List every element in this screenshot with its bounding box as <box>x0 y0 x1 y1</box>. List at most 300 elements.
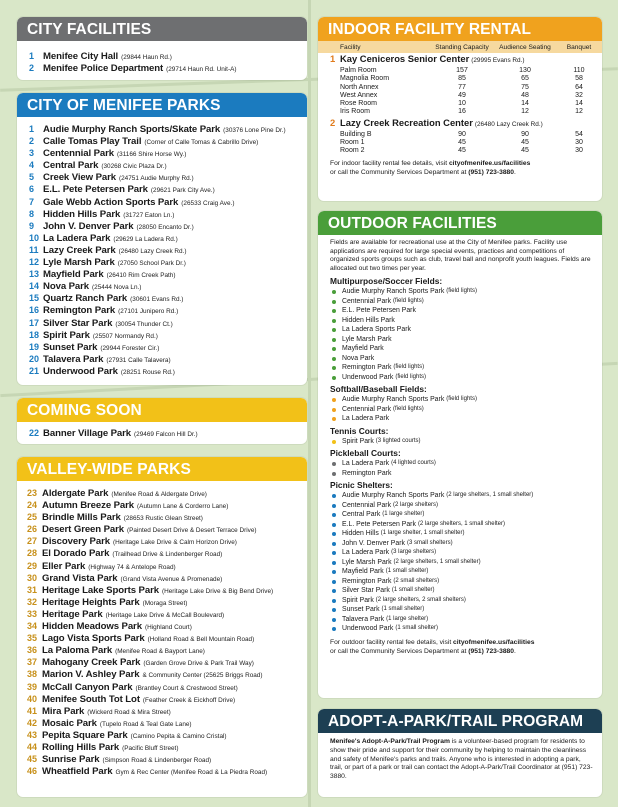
item-name: Nova Park <box>43 281 90 293</box>
facility-name: Spirit Park <box>342 596 374 604</box>
banquet-capacity: 110 <box>573 67 585 74</box>
facility-item <box>330 373 594 383</box>
list-item <box>27 608 297 620</box>
item-number: 36 <box>27 645 38 656</box>
facility-item <box>330 354 594 364</box>
audience-seating: 75 <box>521 83 529 91</box>
item-name: Sunset Park <box>43 341 98 353</box>
list-item <box>29 365 297 377</box>
facility-item <box>330 325 594 335</box>
center-cell <box>318 117 602 131</box>
facilities-link[interactable]: cityofmenifee.us/facilities <box>453 638 535 646</box>
coming-soon-title: COMING SOON <box>17 398 307 422</box>
section-title: Softball/Baseball Fields: <box>330 384 427 395</box>
item-name: Autumn Breeze Park <box>42 500 135 512</box>
outdoor-section <box>330 448 594 478</box>
item-number: 13 <box>29 269 40 280</box>
item-number: 26 <box>27 524 38 535</box>
list-item <box>29 123 297 135</box>
facility-note: (4 lighted courts) <box>391 460 436 467</box>
center-row <box>318 117 602 131</box>
bullet-icon <box>332 472 336 476</box>
item-name: Mosaic Park <box>42 717 97 729</box>
item-address: (30054 Thunder Ct.) <box>115 320 173 328</box>
indoor-rental-note <box>318 156 602 177</box>
list-item <box>27 499 297 511</box>
audience-seating: 130 <box>519 67 531 74</box>
facility-item <box>330 316 594 326</box>
item-number: 43 <box>27 729 38 740</box>
bullet-icon <box>332 440 336 444</box>
facility-item <box>330 414 594 424</box>
facility-name: Centennial Park <box>342 501 392 509</box>
facility-item <box>330 615 594 625</box>
outdoor-facilities-body <box>318 235 602 660</box>
item-address: (29621 Park City Ave.) <box>150 187 215 195</box>
item-address: (29629 La Ladera Rd.) <box>113 235 178 243</box>
list-item <box>27 741 297 753</box>
list-item <box>27 632 297 644</box>
list-item <box>29 427 297 439</box>
list-item <box>27 584 297 596</box>
bullet-icon <box>332 513 336 517</box>
facility-note: (2 large shelters, 1 small shelter) <box>417 520 505 527</box>
banquet-capacity: 32 <box>575 91 583 99</box>
outdoor-facilities-title: OUTDOOR FACILITIES <box>318 211 602 235</box>
list-item <box>27 596 297 608</box>
bullet-icon <box>332 570 336 574</box>
facility-note: (1 small shelter) <box>395 625 439 632</box>
standing-capacity: 90 <box>458 130 466 138</box>
item-name: Calle Tomas Play Trail <box>43 136 142 148</box>
item-name: Brindle Mills Park <box>42 512 121 524</box>
item-name: La Ladera Park <box>43 232 111 244</box>
list-item <box>27 487 297 499</box>
facility-note: (2 large shelters, 1 small shelter) <box>393 558 481 565</box>
item-name: El Dorado Park <box>42 548 110 560</box>
facility-name: Central Park <box>342 511 381 519</box>
facility-item <box>330 344 594 354</box>
item-number: 24 <box>27 500 38 511</box>
item-address: (Wickerd Road & Mira Street) <box>87 708 171 716</box>
item-name: Remington Park <box>43 305 116 317</box>
item-name: Spirit Park <box>43 329 90 341</box>
section-title: Pickleball Courts: <box>330 448 401 459</box>
item-address: (Heritage Lake Drive & McCall Boulevard) <box>105 611 225 619</box>
item-number: 32 <box>27 596 38 607</box>
standing-capacity: 10 <box>458 100 466 108</box>
item-address: (30376 Lone Pine Dr.) <box>223 127 286 134</box>
item-name: Wheatfield Park <box>42 766 113 778</box>
item-address: (31727 Eaton Ln.) <box>123 211 175 219</box>
adopt-a-park-panel <box>318 709 602 797</box>
banquet-capacity: 58 <box>575 75 583 83</box>
standing-capacity: 85 <box>458 75 466 83</box>
facility-name: Audie Murphy Ranch Sports Park <box>342 396 445 404</box>
note-text: For outdoor facility rental fee details, visit <box>330 638 454 646</box>
item-number: 10 <box>29 232 40 243</box>
outdoor-section <box>330 480 594 634</box>
facility-name: Centennial Park <box>342 405 392 413</box>
phone-link[interactable]: (951) 723-3880 <box>468 168 514 176</box>
bullet-icon <box>332 290 336 294</box>
facility-note: (2 large shelters) <box>393 501 439 508</box>
room-row <box>318 92 602 100</box>
city-facilities-title: CITY FACILITIES <box>17 17 307 41</box>
facility-name: Sunset Park <box>342 606 380 614</box>
item-number: 44 <box>27 741 38 752</box>
item-name: Gale Webb Action Sports Park <box>43 196 179 208</box>
adopt-a-park-title: ADOPT-A-PARK/TRAIL PROGRAM <box>318 709 602 733</box>
list-item <box>29 317 297 329</box>
item-address: (27931 Calle Talavera) <box>106 356 171 364</box>
facility-name: Underwood Park <box>342 625 394 633</box>
bullet-icon <box>332 627 336 631</box>
item-name: Underwood Park <box>43 365 118 377</box>
item-address: (28251 Rouse Rd.) <box>120 368 175 376</box>
facility-item <box>330 596 594 606</box>
item-address: (Grand Vista Avenue & Promenade) <box>120 575 223 583</box>
item-name: Eller Park <box>42 560 86 572</box>
facility-item <box>330 605 594 615</box>
list-item <box>29 196 297 208</box>
item-name: Menifee Police Department <box>43 63 164 75</box>
item-number: 21 <box>29 365 40 376</box>
item-name: Heritage Lake Sports Park <box>42 584 159 596</box>
item-name: Heritage Heights Park <box>42 596 140 608</box>
bullet-icon <box>332 300 336 304</box>
room-row <box>318 131 602 139</box>
list-item <box>29 341 297 353</box>
item-number: 7 <box>29 196 35 207</box>
item-number: 34 <box>27 621 38 632</box>
room-name: Iris Room <box>340 108 370 116</box>
banquet-capacity: 14 <box>575 100 583 108</box>
bullet-icon <box>332 608 336 612</box>
room-row <box>318 108 602 116</box>
outdoor-section <box>330 426 594 447</box>
item-number: 4 <box>29 160 35 171</box>
item-number: 30 <box>27 572 38 583</box>
bullet-icon <box>332 376 336 380</box>
item-address: (Camino Pepita & Camino Cristal) <box>130 732 227 740</box>
item-address: & Community Center (25625 Briggs Road) <box>142 672 263 680</box>
item-name: Discovery Park <box>42 536 110 548</box>
item-address: (Menifee Road & Bayport Lane) <box>115 648 205 656</box>
bullet-icon <box>332 417 336 421</box>
item-number: 41 <box>27 705 38 716</box>
list-item <box>29 304 297 316</box>
facility-note: (1 small shelter) <box>391 587 435 594</box>
facility-name: E.L. Pete Petersen Park <box>342 520 416 528</box>
item-address: (Simpson Road & Lindenberger Road) <box>102 757 212 765</box>
bullet-icon <box>332 551 336 555</box>
facility-note: (3 lighted courts) <box>375 437 421 444</box>
item-name: Mahogany Creek Park <box>42 657 141 669</box>
room-name: Palm Room <box>340 67 377 74</box>
item-name: Lyle Marsh Park <box>43 257 115 269</box>
room-name: Room 1 <box>340 139 365 147</box>
list-item <box>27 572 297 584</box>
list-item <box>29 244 297 256</box>
facility-name: Talavera Park <box>342 615 385 623</box>
list-item <box>27 511 297 523</box>
facility-note: (3 large shelters) <box>391 549 437 556</box>
list-item <box>29 268 297 280</box>
facility-note: (1 large shelter) <box>382 511 425 518</box>
bullet-icon <box>332 589 336 593</box>
item-address: (Tupelo Road & Teal Gate Lane) <box>99 720 192 728</box>
room-name: Building B <box>340 130 372 138</box>
item-address: (Highland Court) <box>144 624 192 632</box>
item-number: 31 <box>27 584 38 595</box>
facility-note: (field lights) <box>395 373 427 380</box>
item-number: 40 <box>27 693 38 704</box>
facility-note: (1 small shelter) <box>385 568 429 575</box>
item-address: (Corner of Calle Tomas & Cabrillo Drive) <box>144 139 259 147</box>
item-address: (26480 Lazy Creek Rd.) <box>118 247 187 255</box>
facility-item <box>330 297 594 307</box>
bullet-icon <box>332 504 336 508</box>
outdoor-note <box>330 638 594 656</box>
outdoor-intro: Fields are available for recreational use at the City of Menifee parks. Facility use applications are required for large special events, practices and competitions of organized sports groups such as club, travel ball and nonprofit youth leagues. Fields are allocated out two times per year. <box>330 239 591 272</box>
facility-item <box>330 624 594 634</box>
facilities-link[interactable]: cityofmenifee.us/facilities <box>448 159 531 167</box>
header-facility: Facility <box>318 41 430 53</box>
item-name: E.L. Pete Petersen Park <box>43 184 148 196</box>
bullet-icon <box>332 357 336 361</box>
list-item <box>29 159 297 171</box>
room-row <box>318 75 602 83</box>
list-item <box>27 717 297 729</box>
item-number: 3 <box>29 148 35 159</box>
bullet-icon <box>332 580 336 584</box>
center-number: 2 <box>330 116 336 128</box>
item-number: 11 <box>29 244 39 255</box>
list-item <box>29 256 297 268</box>
facility-name: Hidden Hills <box>342 530 379 538</box>
outdoor-section <box>330 384 594 424</box>
facility-note: (field lights) <box>393 405 424 412</box>
list-item <box>29 135 297 147</box>
banquet-capacity: 54 <box>575 130 583 138</box>
item-name: Audie Murphy Ranch Sports/Skate Park <box>43 124 221 135</box>
room-name: Rose Room <box>340 100 377 108</box>
facility-name: Lyle Marsh Park <box>342 335 392 343</box>
facility-name: Mayfield Park <box>342 345 384 353</box>
item-address: (26410 Rim Creek Path) <box>106 272 176 280</box>
list-item <box>27 668 297 680</box>
audience-seating: 45 <box>521 139 529 147</box>
item-name: Quartz Ranch Park <box>43 293 128 305</box>
bullet-icon <box>332 532 336 536</box>
list-item <box>29 329 297 341</box>
facility-name: Lyle Marsh Park <box>342 558 392 566</box>
facility-note: (2 large shelters, 2 small shelters) <box>375 596 466 603</box>
item-name: La Paloma Park <box>42 645 113 657</box>
facility-item <box>330 586 594 596</box>
item-address: (27050 School Park Dr.) <box>117 260 186 268</box>
item-number: 8 <box>29 208 35 219</box>
note-end: . <box>514 647 516 655</box>
facility-item <box>330 548 594 558</box>
section-title: Tennis Courts: <box>330 425 389 436</box>
item-number: 9 <box>29 220 35 231</box>
item-address: (Brantley Court & Crestwood Street) <box>135 684 238 692</box>
facility-item <box>330 510 594 520</box>
bullet-icon <box>332 599 336 603</box>
room-row <box>318 100 602 108</box>
list-item <box>29 353 297 365</box>
outdoor-sections <box>330 276 594 634</box>
facility-name: Hidden Hills Park <box>342 316 395 324</box>
standing-capacity: 45 <box>458 139 466 147</box>
standing-capacity: 45 <box>458 147 466 155</box>
item-name: Centennial Park <box>43 148 115 160</box>
bullet-icon <box>332 408 336 412</box>
audience-seating: 12 <box>521 108 529 116</box>
city-facilities-list <box>17 41 307 78</box>
list-item <box>29 220 297 232</box>
item-number: 33 <box>27 608 38 619</box>
facility-name: La Ladera Park <box>342 549 390 557</box>
item-number: 19 <box>29 341 40 352</box>
item-address: (Autumn Lane & Corderro Lane) <box>137 503 229 511</box>
item-name: Aldergate Park <box>42 488 109 499</box>
adopt-lead: Menifee's Adopt-A-Park/Trail Program <box>330 738 450 745</box>
list-item <box>27 753 297 765</box>
banquet-capacity: 30 <box>575 147 583 155</box>
valley-wide-list <box>17 481 307 781</box>
item-address: (30601 Evans Rd.) <box>130 296 184 304</box>
item-name: Menifee City Hall <box>43 51 119 62</box>
facility-note: (field lights) <box>446 396 477 403</box>
facility-note: (field lights) <box>446 288 477 295</box>
facility-item <box>330 520 594 530</box>
item-name: Desert Green Park <box>42 524 125 536</box>
item-address: (Highway 74 & Antelope Road) <box>88 563 176 571</box>
facility-item <box>330 306 594 316</box>
item-number: 27 <box>27 536 38 547</box>
item-number: 2 <box>29 63 35 74</box>
item-address: (25444 Nova Ln.) <box>92 284 142 292</box>
list-item <box>29 183 297 195</box>
facility-item <box>330 459 594 469</box>
facility-item <box>330 529 594 539</box>
item-address: (Holland Road & Bell Mountain Road) <box>147 636 255 644</box>
facility-item <box>330 469 594 479</box>
facility-name: Silver Star Park <box>342 587 390 595</box>
indoor-rental-title: INDOOR FACILITY RENTAL <box>318 17 602 41</box>
audience-seating: 65 <box>521 75 529 83</box>
item-number: 46 <box>27 766 38 777</box>
item-number: 20 <box>29 353 40 364</box>
item-address: (Feather Creek & Eickhoff Drive) <box>142 696 236 704</box>
item-number: 1 <box>29 51 35 61</box>
bullet-icon <box>332 366 336 370</box>
section-title: Multipurpose/Soccer Fields: <box>330 276 443 287</box>
item-name: Heritage Park <box>42 608 103 620</box>
item-address: (28050 Encanto Dr.) <box>136 223 194 231</box>
bullet-icon <box>332 338 336 342</box>
list-item <box>29 171 297 183</box>
item-address: (Trailhead Drive & Lindenberger Road) <box>112 551 223 559</box>
list-item <box>27 693 297 705</box>
room-row <box>318 139 602 147</box>
list-item <box>27 620 297 632</box>
room-name: West Annex <box>340 91 378 99</box>
item-number: 17 <box>29 317 40 328</box>
item-address: (27101 Junipero Rd.) <box>118 308 179 316</box>
bullet-icon <box>332 618 336 622</box>
list-item <box>27 523 297 535</box>
rental-table <box>318 41 602 156</box>
facility-item <box>330 491 594 501</box>
note-end: . <box>514 168 516 176</box>
item-name: John V. Denver Park <box>43 220 134 232</box>
item-address: (28653 Rustic Glean Street) <box>123 515 203 523</box>
item-address: (Heritage Lake Drive & Big Bend Drive) <box>161 587 274 595</box>
facility-name: Mayfield Park <box>342 568 384 576</box>
list-item <box>29 62 297 74</box>
item-number: 23 <box>27 488 38 498</box>
header-standing: Standing Capacity <box>430 41 494 53</box>
item-number: 1 <box>29 124 35 134</box>
item-name: Lazy Creek Park <box>43 244 116 256</box>
standing-capacity: 16 <box>458 108 466 116</box>
item-number: 5 <box>29 172 35 183</box>
item-name: Grand Vista Park <box>42 572 118 584</box>
facility-name: La Ladera Park <box>342 460 390 468</box>
coming-soon-panel <box>17 398 307 444</box>
facility-name: Remington Park <box>342 577 392 585</box>
phone-link[interactable]: (951) 723-3880 <box>468 647 514 655</box>
list-item <box>27 644 297 656</box>
audience-seating: 48 <box>521 91 529 99</box>
audience-seating: 14 <box>521 100 529 108</box>
item-address: (Heritage Lake Drive & Calm Horizon Drive) <box>112 539 237 547</box>
list-item <box>27 681 297 693</box>
item-name: Creek View Park <box>43 172 116 184</box>
facility-name: Underwood Park <box>342 373 394 381</box>
item-address: (29844 Haun Rd.) <box>121 54 172 61</box>
item-name: Pepita Square Park <box>42 729 128 741</box>
item-number: 29 <box>27 560 38 571</box>
facility-note: (2 large shelters, 1 small shelter) <box>446 492 534 499</box>
facility-item <box>330 577 594 587</box>
item-number: 28 <box>27 548 38 559</box>
room-row <box>318 147 602 155</box>
center-number: 1 <box>330 53 336 64</box>
room-row <box>318 84 602 92</box>
facility-name: Spirit Park <box>342 437 374 445</box>
list-item <box>29 147 297 159</box>
facility-note: (1 large shelter) <box>386 615 429 622</box>
item-number: 6 <box>29 184 35 195</box>
facility-note: (2 small shelters) <box>393 577 440 584</box>
facility-name: Nova Park <box>342 354 375 362</box>
note-text: For indoor facility rental fee details, visit <box>330 159 449 167</box>
facility-name: La Ladera Park <box>342 415 390 423</box>
banquet-capacity: 30 <box>575 139 583 147</box>
audience-seating: 45 <box>521 147 529 155</box>
item-address: (31166 Shire Horse Wy.) <box>117 151 187 159</box>
room-name: Magnolia Room <box>340 75 390 83</box>
item-name: Central Park <box>43 160 99 172</box>
facility-name: La Ladera Sports Park <box>342 326 411 334</box>
header-audience: Audience Seating <box>494 41 556 53</box>
list-item <box>27 656 297 668</box>
